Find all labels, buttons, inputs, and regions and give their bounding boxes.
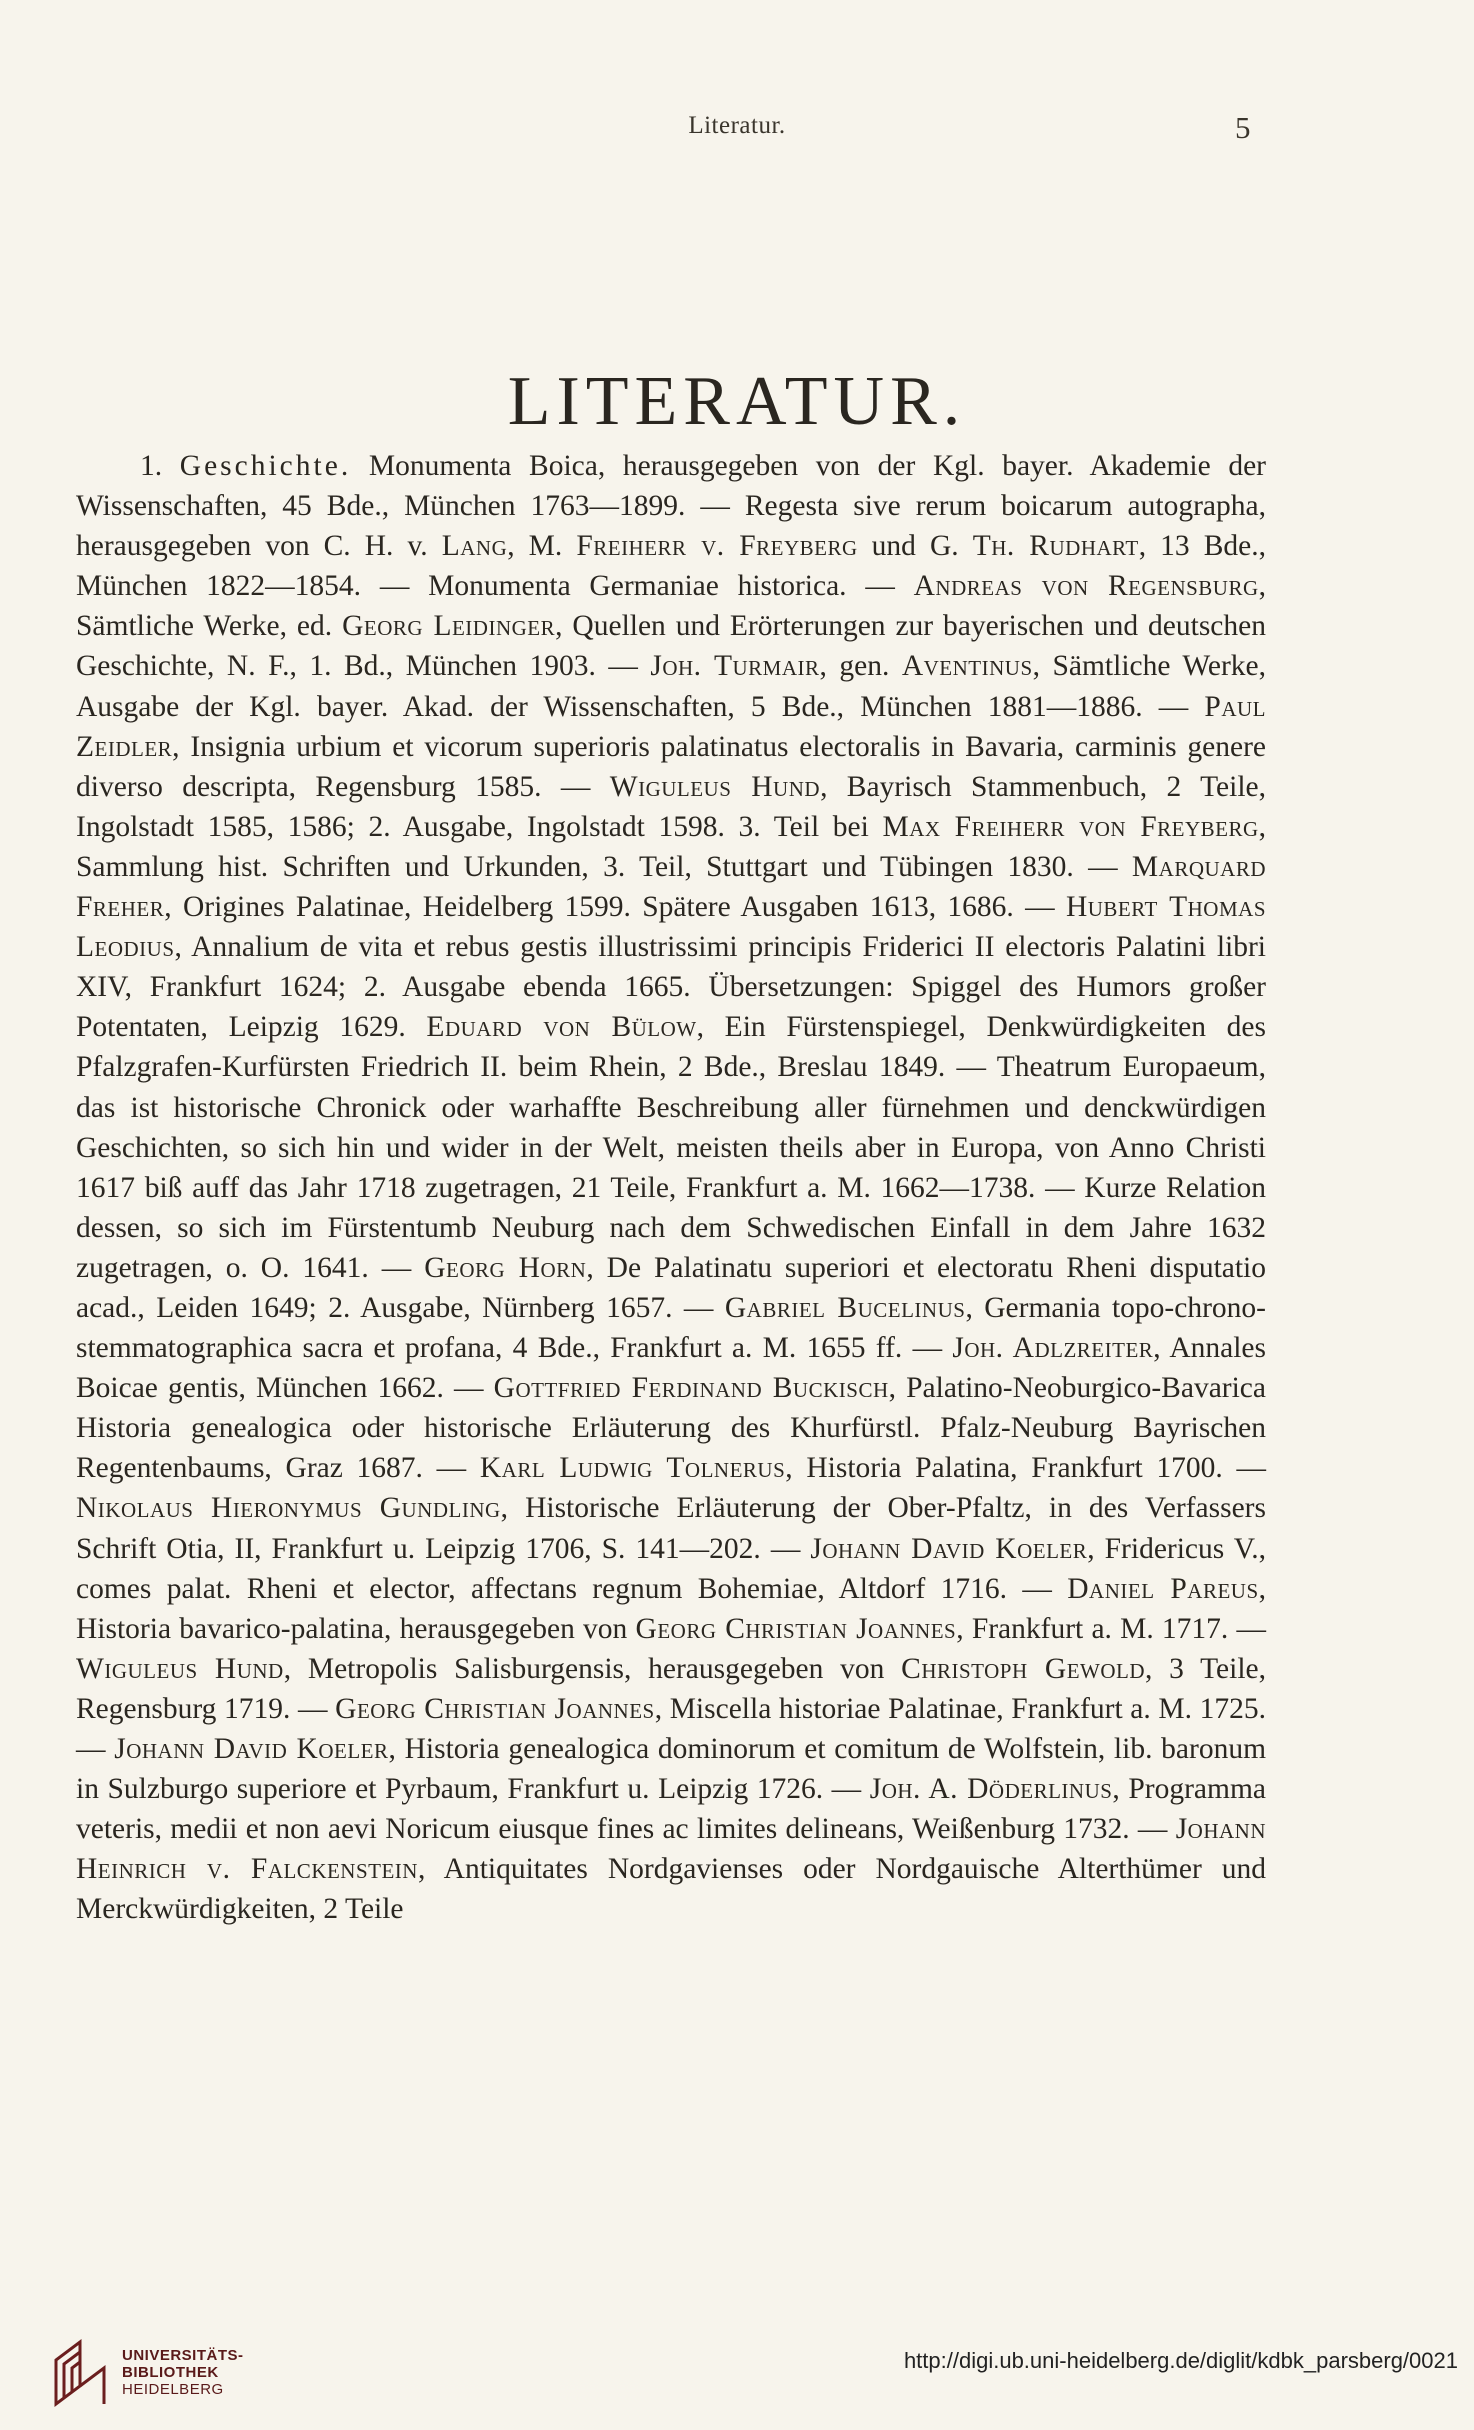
author-name: Nikolaus Hieronymus Gundling: [76, 1492, 501, 1525]
page-number: 5: [1235, 110, 1251, 145]
citation-text: und G.: [857, 530, 973, 563]
author-name: Max Freiherr von Freyberg: [882, 810, 1259, 843]
author-name: Gabriel Bucelinus: [724, 1291, 966, 1324]
citation-text: , Programma veteris, medii et non aevi Noricum eiusque fines ac limites delineans, Weißenburg 1732. —: [76, 1773, 1266, 1846]
citation-text: , Metropolis Salisburgensis, herausgegeben von: [283, 1652, 902, 1685]
author-name: Joh. Turmair: [650, 650, 820, 683]
citation-text: , Sämtliche Werke, ed.: [76, 570, 1267, 643]
citation-text: , M.: [507, 530, 577, 563]
citation-text: , Historia Palatina, Frankfurt 1700. —: [785, 1452, 1266, 1485]
author-name: Lang: [441, 530, 508, 563]
page-title: LITERATUR.: [507, 363, 967, 440]
author-name: Wiguleus Hund: [76, 1652, 284, 1685]
author-name: Eduard von Bülow: [426, 1011, 697, 1044]
author-name: Th. Rudhart: [972, 530, 1139, 563]
author-name: Aventinus: [901, 650, 1033, 683]
citation-text: , Quellen und Erörterungen zur bayerischen und deutschen Geschichte, N. F., 1. Bd., München 1903. —: [76, 610, 1266, 683]
citation-text: , Annales Boicae gentis, München 1662. —: [76, 1332, 1266, 1405]
citation-text: , Historische Erläuterung der Ober-Pfaltz, in des Verfassers Schrift Otia, II, Frankfurt u. Leipzig 1706, S. 141—202. —: [76, 1492, 1266, 1565]
paragraph-number: 1.: [140, 450, 163, 482]
citation-text: , gen.: [819, 650, 902, 683]
running-head: Literatur.: [688, 112, 786, 139]
author-name: Christoph Gewold: [901, 1652, 1145, 1685]
citation-text: , Antiquitates Nordgavienses oder Nordgauische Alterthümer und Merckwürdigkeiten, 2 Teile: [76, 1853, 1266, 1926]
citation-text: , De Palatinatu superiori et electoratu Rheni disputatio acad., Leiden 1649; 2. Ausgabe, Nürnberg 1657. —: [76, 1251, 1266, 1324]
author-name: Johann Heinrich v. Falckenstein: [76, 1813, 1266, 1886]
author-name: Karl Ludwig Tolnerus: [479, 1452, 786, 1485]
bibliography-paragraph: [76, 446, 1266, 1929]
author-name: Freiherr v. Freyberg: [576, 530, 858, 563]
citation-text: , 13 Bde., München 1822—1854. — Monumenta Germaniae historica. —: [76, 530, 1266, 603]
citation-text: , Fridericus V., comes palat. Rheni et elector, affectans regnum Bohemiae, Altdorf 1716. —: [76, 1532, 1266, 1605]
citation-text: , Sämtliche Werke, Ausgabe der Kgl. bayer. Akad. der Wissenschaften, 5 Bde., München 1881—1886. —: [76, 650, 1267, 723]
author-name: Marquard Freher: [76, 850, 1266, 924]
author-name: Georg Leidinger: [342, 610, 556, 643]
citation-text: , Historia genealogica dominorum et comitum de Wolfstein, lib. baronum in Sulzburgo superiore et Pyrbaum, Frankfurt u. Leipzig 1726. —: [76, 1733, 1267, 1806]
author-name: Hubert Thomas Leodius: [76, 891, 1266, 964]
citation-text: , Insignia urbium et vicorum superioris palatinatus electoralis in Bavaria, carminis genere diverso descripta, Regensburg 1585. —: [76, 730, 1266, 803]
author-name: Paul Zeidler: [76, 690, 1266, 763]
author-name: Joh. A. Döderlinus: [869, 1773, 1113, 1806]
citation-text: , Miscella historiae Palatinae, Frankfurt a. M. 1725. —: [76, 1692, 1266, 1765]
permalink-url[interactable]: http://digi.ub.uni-heidelberg.de/diglit/kdbk_parsberg/0021: [903, 2348, 1458, 2373]
author-name: Andreas von Regensburg: [913, 570, 1259, 603]
author-name: Gottfried Ferdinand Buckisch: [493, 1372, 889, 1405]
author-name: Joh. Adlzreiter: [952, 1332, 1154, 1365]
citation-text: , Palatino-Neoburgico-Bavarica Historia genealogica oder historische Erläuterung des Khurfürstl. Pfalz-Neuburg Bayrischen Regentenbaums, Graz 1687. —: [76, 1372, 1266, 1485]
citation-text: , Germania topo-chrono-stemmatographica sacra et profana, 4 Bde., Frankfurt a. M. 1655 ff. —: [76, 1291, 1266, 1365]
library-logo-icon: [50, 2338, 110, 2408]
bibliography-text: [76, 446, 1266, 1929]
author-name: Johann David Koeler: [810, 1532, 1088, 1565]
citation-text: , 3 Teile, Regensburg 1719. —: [76, 1652, 1267, 1725]
author-name: Daniel Pareus: [1067, 1572, 1259, 1605]
citation-text: , Frankfurt a. M. 1717. —: [956, 1612, 1267, 1645]
library-name-line3: HEIDELBERG: [122, 2381, 224, 2398]
citation-text: , Annalium de vita et rebus gestis illustrissimi principis Friderici II electoris Palatini libri XIV, Frankfurt 1624; 2. Ausgabe ebenda 1665. Übersetzungen: Spiggel des Humors großer Potentaten, Leipzig 1629.: [76, 931, 1266, 1044]
citation-text: , Bayrisch Stammenbuch, 2 Teile, Ingolstadt 1585, 1586; 2. Ausgabe, Ingolstadt 1598. 3. Teil bei: [76, 770, 1266, 843]
citation-text: , Origines Palatinae, Heidelberg 1599. Spätere Ausgaben 1613, 1686. —: [164, 891, 1066, 924]
author-name: Johann David Koeler: [114, 1733, 389, 1765]
author-name: Wiguleus Hund: [609, 770, 821, 803]
citation-text: , Historia bavarico-palatina, herausgegeben von: [76, 1572, 1266, 1645]
author-name: Georg Christian Joannes: [335, 1692, 655, 1725]
section-heading: Geschichte.: [179, 450, 352, 482]
author-name: Georg Christian Joannes: [635, 1612, 957, 1645]
library-name-line2: BIBLIOTHEK: [122, 2364, 219, 2381]
citation-text: Monumenta Boica, herausgegeben von der Kgl. bayer. Akademie der Wissenschaften, 45 Bde., München 1763—1899. — Regesta sive rerum boicarum autographa, herausgegeben von C. H. v.: [76, 450, 1266, 563]
library-name: [122, 2347, 244, 2398]
author-name: Georg Horn: [424, 1251, 587, 1284]
citation-text: , Sammlung hist. Schriften und Urkunden, 3. Teil, Stuttgart und Tübingen 1830. —: [76, 810, 1266, 883]
citation-text: , Ein Fürstenspiegel, Denkwürdigkeiten des Pfalzgrafen-Kurfürsten Friedrich II. beim Rhein, 2 Bde., Breslau 1849. — Theatrum Europaeum, das ist historische Chronick oder warhaffte Beschreibung aller fürnehmen und denckwürdigen Geschichten, so sich hin und wider in der Welt, meisten theils aber in Europa, von Anno Christi 1617 biß auff das Jahr 1718 zugetragen, 21 Teile, Frankfurt a. M. 1662—1738. — Kurze Relation dessen, so sich im Fürstentumb Neuburg nach dem Schwedischen Einfall in dem Jahre 1632 zugetragen, o. O. 1641. —: [76, 1011, 1266, 1284]
library-name-line1: UNIVERSITÄTS-: [122, 2347, 244, 2364]
